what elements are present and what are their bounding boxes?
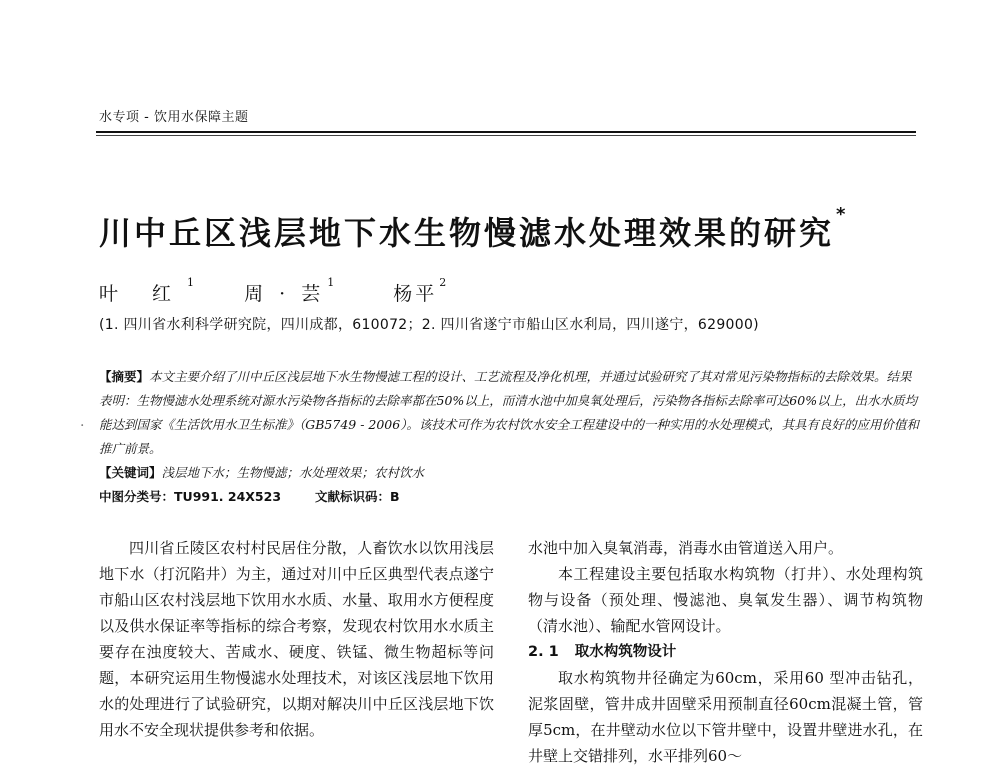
author-3-name: 杨平 <box>393 283 438 305</box>
keywords-label: 【关键词】 <box>99 465 162 480</box>
author-list <box>99 276 450 306</box>
author-1 <box>99 276 209 306</box>
intro-paragraph: 四川省丘陵区农村村民居住分散，人畜饮水以饮用浅层地下水（打沉陷井）为主，通过对川中丘区典型代表点遂宁市船山区农村浅层地下饮用水水质、水量、取用水方便程度以及供水保证率等指标的综合考察，发现农村饮用水水质主要存在浊度较大、苦咸水、硬度、铁锰、微生物超标等问题，本研究运用生物慢滤水处理技术，对该区浅层地下饮用水的处理进行了试验研究，以期对解决川中丘区浅层地下饮用水不安全现状提供参考和依据。 <box>99 539 494 739</box>
body-column-right <box>528 535 923 769</box>
continued-paragraph: 水池中加入臭氧消毒，消毒水由管道送入用户。 <box>528 539 844 557</box>
article-title <box>99 204 849 254</box>
intake-design-paragraph: 取水构筑物井径确定为60cm，采用60 型冲击钻孔，泥浆固壁，管井成井固壁采用预制直径60cm混凝土管，管厚5cm，在井壁动水位以下管井壁中，设置井壁进水孔，在井壁上交错排列，水平排列60～ <box>528 669 923 765</box>
running-header: 水专项 - 饮用水保障主题 <box>99 110 249 125</box>
clc-value: TU991. 24X523 <box>174 489 282 504</box>
classification-line <box>99 487 400 505</box>
author-2 <box>244 276 340 306</box>
section-title: 取水构筑物设计 <box>574 644 677 660</box>
clc-label: 中图分类号： <box>99 489 175 504</box>
author-3 <box>393 276 450 306</box>
abstract-block <box>99 365 919 485</box>
header-rule <box>96 131 916 133</box>
body-column-left <box>99 535 494 743</box>
section-number: 2. 1 <box>528 644 559 660</box>
title-footnote-mark: * <box>836 204 849 225</box>
keywords-text: 浅层地下水；生物慢滤；水处理效果；农村饮水 <box>161 465 425 480</box>
author-2-name: 周 · 芸 <box>244 283 326 305</box>
doc-code-label: 文献标识码： <box>315 489 391 504</box>
abstract-text: 本文主要介绍了川中丘区浅层地下水生物慢滤工程的设计、工艺流程及净化机理，并通过试验研究了其对常见污染物指标的去除效果。结果表明：生物慢滤水处理系统对源水污染物各指标的去除率都在50%以上，而清水池中加臭氧处理后，污染物各指标去除率可达60%以上，出水水质均能达到国家《生活饮用水卫生标准》（GB5749 - 2006）。该技术可作为农村饮水安全工程建设中的一种实用的水处理模式，其具有良好的应用价值和推广前景。 <box>99 369 919 456</box>
author-1-name: 叶 红 <box>99 283 186 305</box>
margin-mark: · <box>80 418 85 434</box>
article-title-text: 川中丘区浅层地下水生物慢滤水处理效果的研究 <box>99 214 835 252</box>
doc-code-value: B <box>390 489 400 504</box>
section-heading-2-1 <box>528 639 923 665</box>
affiliation-line: (1. 四川省水利科学研究院，四川成都，610072；2. 四川省遂宁市船山区水利局，四川遂宁，629000) <box>99 317 759 333</box>
author-1-affil-mark: 1 <box>187 276 209 289</box>
abstract-paragraph <box>99 365 919 461</box>
abstract-label: 【摘要】 <box>99 369 150 384</box>
author-3-affil-mark: 2 <box>439 276 450 289</box>
header-rule-thin <box>96 135 916 136</box>
keywords-paragraph <box>99 461 919 485</box>
construction-paragraph: 本工程建设主要包括取水构筑物（打井）、水处理构筑物与设备（预处理、慢滤池、臭氧发生器）、调节构筑物（清水池）、输配水管网设计。 <box>528 565 923 635</box>
author-2-affil-mark: 1 <box>327 276 340 289</box>
